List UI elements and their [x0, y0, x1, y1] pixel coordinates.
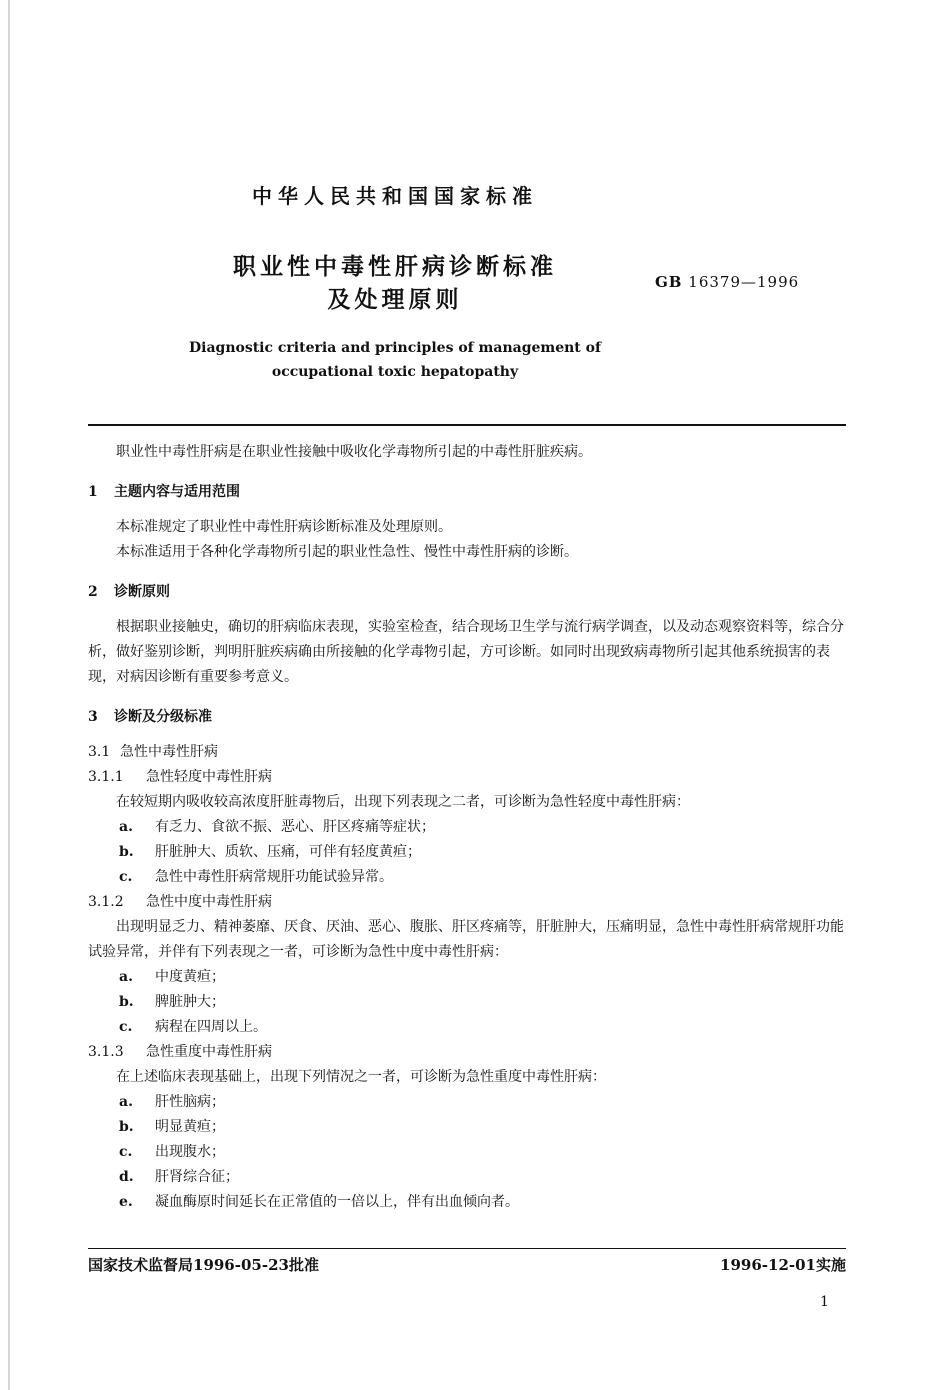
list-item	[88, 1090, 846, 1115]
section-1-heading	[88, 480, 846, 505]
item-text: 有乏力、食欲不振、恶心、肝区疼痛等症状；	[155, 819, 435, 835]
section-1-paragraph-2: 本标准适用于各种化学毒物所引起的职业性急性、慢性中毒性肝病的诊断。	[116, 544, 578, 560]
item-label: c.	[119, 1144, 133, 1160]
subsection-number: 3.1.3	[88, 1044, 124, 1060]
gb-prefix: GB	[655, 273, 683, 291]
subsection-title: 急性中度中毒性肝病	[146, 894, 272, 910]
item-label: c.	[119, 869, 133, 885]
section-3-heading	[88, 705, 846, 730]
header-divider	[88, 424, 846, 426]
footer-divider	[88, 1248, 846, 1249]
section-title: 诊断及分级标准	[114, 709, 212, 725]
list-item	[88, 1015, 846, 1040]
english-title	[0, 336, 790, 384]
list-item	[88, 990, 846, 1015]
subsection-3-1-2	[88, 890, 846, 915]
subsection-number: 3.1	[88, 744, 111, 760]
item-text: 中度黄疸；	[155, 969, 225, 985]
item-text: 明显黄疸；	[155, 1119, 225, 1135]
approval-date: 国家技术监督局1996-05-23批准	[88, 1256, 319, 1274]
intro-paragraph: 职业性中毒性肝病是在职业性接触中吸收化学毒物所引起的中毒性肝脏疾病。	[116, 444, 592, 460]
gb-number: 16379—1996	[688, 273, 800, 291]
list-item	[88, 840, 846, 865]
list-item	[88, 865, 846, 890]
subsection-number: 3.1.2	[88, 894, 124, 910]
title-line-2: 及处理原则	[327, 286, 463, 313]
item-label: a.	[119, 819, 133, 835]
section-number: 1	[88, 484, 98, 500]
subsection-3-1-3-desc: 在上述临床表现基础上，出现下列情况之一者，可诊断为急性重度中毒性肝病：	[116, 1069, 606, 1085]
subsection-number: 3.1.1	[88, 769, 124, 785]
item-label: a.	[119, 1094, 133, 1110]
standard-number	[655, 273, 799, 291]
subsection-title: 急性轻度中毒性肝病	[146, 769, 272, 785]
english-title-line-1: Diagnostic criteria and principles of management of	[189, 340, 601, 356]
item-label: b.	[119, 994, 134, 1010]
item-text: 急性中毒性肝病常规肝功能试验异常。	[155, 869, 393, 885]
list-item	[88, 1140, 846, 1165]
page-number: 1	[820, 1294, 829, 1310]
implementation-date: 1996-12-01实施	[720, 1256, 846, 1274]
subsection-title: 急性重度中毒性肝病	[146, 1044, 272, 1060]
item-label: c.	[119, 1019, 133, 1035]
list-item	[88, 965, 846, 990]
section-number: 2	[88, 584, 98, 600]
subsection-3-1-2-desc: 出现明显乏力、精神萎靡、厌食、厌油、恶心、腹胀、肝区疼痛等，肝脏肿大，压痛明显，急性中毒性肝病常规肝功能试验异常，并伴有下列表现之一者，可诊断为急性中度中毒性肝病：	[88, 919, 844, 960]
subsection-3-1	[88, 740, 846, 765]
list-item	[88, 1190, 846, 1215]
item-label: b.	[119, 1119, 134, 1135]
subsection-3-1-1	[88, 765, 846, 790]
title-line-1: 职业性中毒性肝病诊断标准	[233, 253, 557, 280]
document-body	[88, 440, 846, 1215]
item-text: 肝性脑病；	[155, 1094, 225, 1110]
item-text: 肝肾综合征；	[155, 1169, 239, 1185]
section-title: 主题内容与适用范围	[114, 484, 240, 500]
section-2-heading	[88, 580, 846, 605]
section-number: 3	[88, 709, 98, 725]
item-text: 凝血酶原时间延长在正常值的一倍以上，伴有出血倾向者。	[155, 1194, 519, 1210]
item-text: 出现腹水；	[155, 1144, 225, 1160]
list-item	[88, 1165, 846, 1190]
item-label: b.	[119, 844, 134, 860]
item-label: a.	[119, 969, 133, 985]
section-2-paragraph: 根据职业接触史，确切的肝病临床表现，实验室检查，结合现场卫生学与流行病学调查，以及动态观察资料等，综合分析，做好鉴别诊断，判明肝脏疾病确由所接触的化学毒物引起，方可诊断。如同时出现致病毒物所引起其他系统损害的表现，对病因诊断有重要参考意义。	[88, 619, 844, 685]
item-text: 肝脏肿大、质软、压痛，可伴有轻度黄疸；	[155, 844, 421, 860]
list-item	[88, 815, 846, 840]
section-title: 诊断原则	[114, 584, 170, 600]
subsection-title: 急性中毒性肝病	[120, 744, 218, 760]
item-label: e.	[119, 1194, 133, 1210]
list-item	[88, 1115, 846, 1140]
item-text: 脾脏肿大；	[155, 994, 225, 1010]
item-text: 病程在四周以上。	[155, 1019, 267, 1035]
english-title-line-2: occupational toxic hepatopathy	[271, 364, 519, 380]
item-label: d.	[119, 1169, 134, 1185]
subsection-3-1-1-desc: 在较短期内吸收较高浓度肝脏毒物后，出现下列表现之二者，可诊断为急性轻度中毒性肝病：	[116, 794, 690, 810]
national-standard-heading: 中华人民共和国国家标准	[252, 184, 538, 208]
subsection-3-1-3	[88, 1040, 846, 1065]
section-1-paragraph-1: 本标准规定了职业性中毒性肝病诊断标准及处理原则。	[116, 519, 452, 535]
